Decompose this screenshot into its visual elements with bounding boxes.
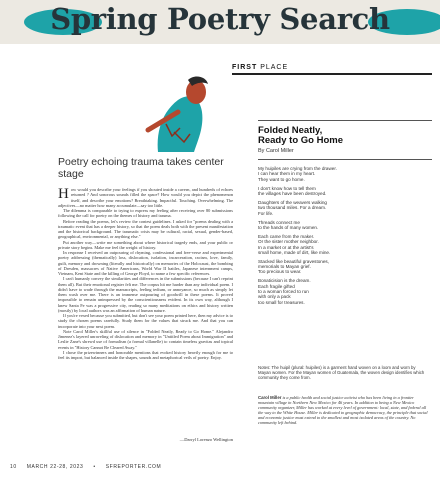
essay-paragraph: Note Carol Miller's skillful use of silence in "Folded Neatly, Ready to Go Home." Alejandro Jimenez's layered unraveling of dislocation and memory in "Untitled Poem about Immigration" and Leslie Zane's shrewd use of formalism (a formal villanelle) to contain timeless gravitas and topical events in "History Cannot Be Cleared Away." bbox=[58, 328, 233, 350]
bio-text: is a public health and social justice activist who has been living in a frontier mountain village in Northern New Mexico for 46 years. In addition to being a New Mexico community organizer, Miller has worked at every level of government: local, state, and federal all the way to the White House. Miller is dedicated to geographic democracy, the principle that social and economic justice must extend to the smallest and most isolated areas of the country. No community left behind. bbox=[258, 395, 428, 426]
essay-paragraph-text: ow would you describe your feelings if you shouted inside a cavern, and hundreds of echoes returned ? And sonorous sounds filled the space? How would you depict the phenomenon itself, and describe your emotions? Breathtaking. Impactful. Touching. Overwhelming. The adjectives—no matter how many accumulate—say too little. bbox=[58, 187, 233, 208]
essay-paragraph: The dilemma is comparable to trying to express my feeling after receiving over 80 submissions following the call for poetry on the themes of history and trauma. bbox=[58, 208, 233, 219]
page-number: 10 bbox=[10, 464, 17, 470]
essay-paragraph: I chose the prizewinners and honorable mentions that evoked history heavily enough for me to feel its import, but balanced inside the shapes, sounds and metaphorical veils of poetry. Enjoy. bbox=[58, 349, 233, 360]
essay-paragraph: In response I received an outpouring of rhyming, confessional and free-verse and experimental poetry addressing (thematically) loss, dislocation, isolation, incarceration, racism, love, family, guilt, memory and drowning (literally and historically) on memories of the Holocaust, the bombing of Dresden, massacres of Native Americans, World War II battles, Japanese internment camps, Vietnam, Kent State and the killing of George Floyd, to name a few specific references. bbox=[58, 250, 233, 276]
poem-stanza: My huipiles are crying from the drawer. I can hear them in my heart. They want to go home. bbox=[258, 166, 337, 182]
section-rank: FIRST bbox=[232, 64, 258, 71]
essay-paragraph bbox=[58, 187, 233, 208]
essay-paragraph: Put another way—write me something about where historical tragedy ends, and your public or private story begins. Make me feel the weight of history. bbox=[58, 239, 233, 250]
poem-stanza: Stacked like beautiful gravestones, memorials to Mayan grief. Too precious to wear. bbox=[258, 258, 329, 275]
essay-paragraph: I can't humanly convey the similarities and differences in the submissions (because I can't reprint them all). But their emotional register felt me. The corpus hit me harder than any individual poem. I didn't have to wade through the manuscripts, feeling tedium, or annoyance, so much as simply let them wash over me. There is an immense outpouring of goodwill in these poems. It proved impossible to remain unimpressed by the conscientiousness evident. In its own way, although I knew Santa Fe was a progressive city, reading so many meditations on ethics and history written (mostly) by local authors was an affirmation of human nature. bbox=[58, 276, 233, 313]
essay-paragraph: Before reading the poems, let's review the contest guidelines. I asked for "poems dealing with a traumatic event that has a deeper history, so that the poem deals both with the present manifestation and the historical background. The traumatic crisis may be cultural, racial, sexual, gender-based, geographical, environmental, or anything else." bbox=[58, 218, 233, 240]
essay-paragraph: If you're vexed because you submitted, but don't see your poem printed here, then my advice is to study the chosen poems carefully. Study them for the values that struck me. And that you can incorporate into your next poem. bbox=[58, 313, 233, 329]
poem-stanza: Threads connect me to the hands of many women. bbox=[258, 219, 319, 230]
poem-top-rule bbox=[258, 120, 432, 121]
issue-date: MARCH 22-28, 2023 bbox=[26, 464, 84, 470]
poem-stanza: Daughters of the weavers walking two thousand miles. For a dream. For life. bbox=[258, 199, 327, 216]
section-place: PLACE bbox=[260, 64, 289, 71]
poem-stanza: I don't know how to tell them the villages have been destroyed. bbox=[258, 185, 327, 196]
poem-notes: Notes: The huipil (plural: huipiles) is a garment hand woven on a loom and worn by Mayan women. For the Mayan women of Guatemala, the woven design identifies which community they come from. bbox=[258, 365, 425, 381]
bio-name: Carol Miller bbox=[258, 395, 282, 400]
section-label bbox=[232, 64, 432, 71]
poem-title bbox=[258, 126, 428, 146]
essay-title: Poetry echoing trauma takes center stage bbox=[58, 156, 224, 180]
header-banner bbox=[0, 0, 440, 44]
site-name: SFREPORTER.COM bbox=[105, 464, 162, 470]
poem-stanza: Each came from the maker. Or the sister mother neighbor. In a market or at the artist's small home, made of dirt, like mine. bbox=[258, 233, 331, 255]
essay-body bbox=[58, 187, 233, 440]
poem-author-rule bbox=[258, 159, 432, 160]
poem-author: By Carol Miller bbox=[258, 148, 294, 154]
essay-signature: —Darryl Lorenzo Wellington bbox=[179, 437, 233, 442]
page-footer bbox=[10, 464, 169, 470]
poem-title-text: Folded Neatly, Ready to Go Home bbox=[258, 125, 343, 146]
drop-cap: H bbox=[58, 187, 69, 202]
banner-title: Spring Poetry Search bbox=[50, 2, 390, 36]
footer-separator: • bbox=[93, 464, 96, 470]
section-rule bbox=[232, 73, 432, 75]
author-bio bbox=[258, 395, 428, 426]
woman-illustration bbox=[118, 72, 238, 152]
poem-body bbox=[258, 166, 428, 366]
poem-stanza: Bonaticision is the dream. Each fragile gifted to a woman forced to run with only a pack too small for treasures. bbox=[258, 278, 311, 305]
